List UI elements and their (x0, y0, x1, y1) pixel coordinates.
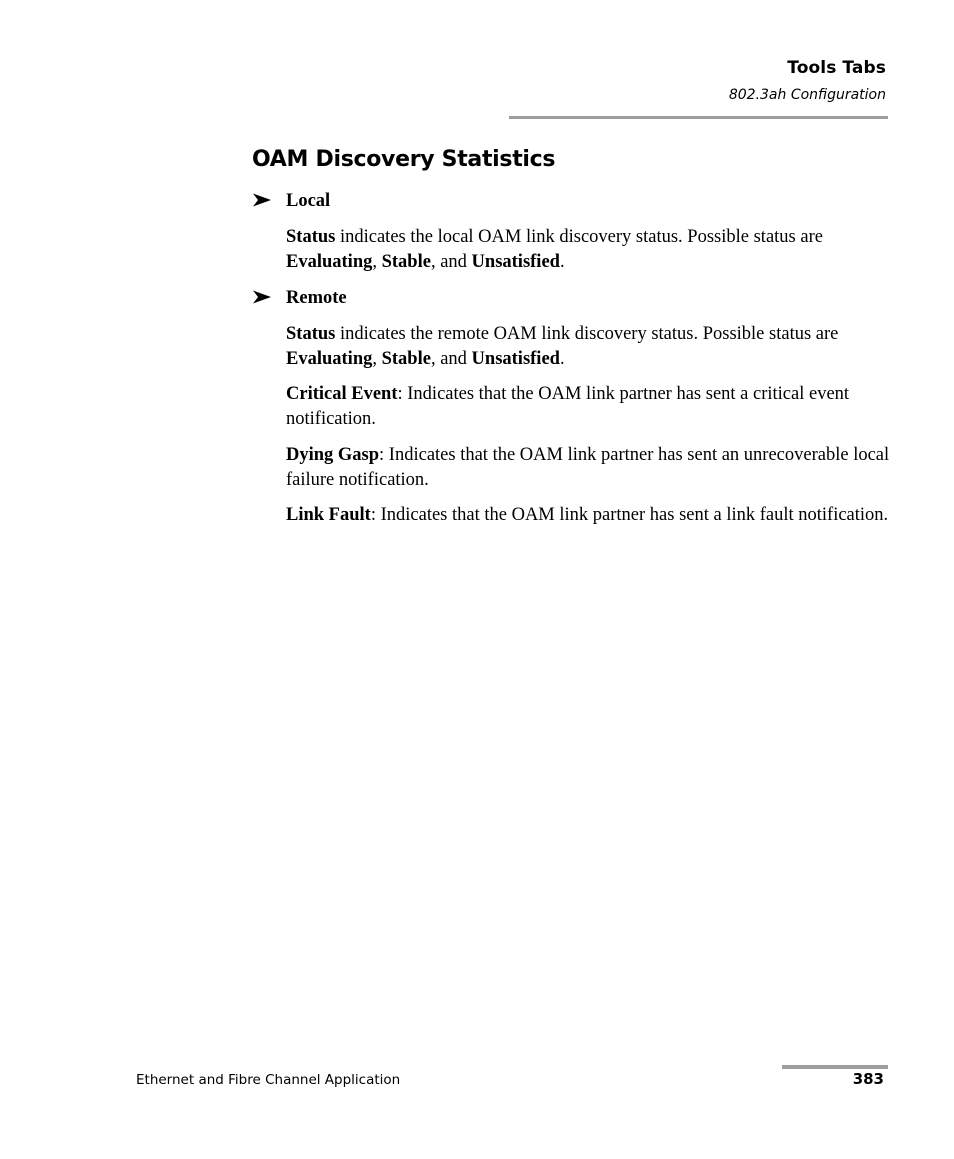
text-run: , and (430, 251, 472, 272)
header-subtitle: 802.3ah Configuration (728, 87, 886, 103)
bold-term: Unsatisfied (471, 348, 560, 369)
paragraph (286, 225, 890, 274)
bold-term: Status (286, 324, 336, 344)
text-run: : Indicates that the OAM link partner has sent an unrecoverable local failure notification. (286, 445, 890, 490)
bold-term: Link Fault (286, 505, 371, 525)
text-run: , (372, 251, 382, 272)
text-run: : Indicates that the OAM link partner has sent a critical event notification. (286, 384, 850, 429)
bold-term: Unsatisfied (471, 251, 560, 272)
bold-term: Stable (381, 348, 431, 369)
text-run: , and (430, 348, 472, 369)
arrow-bullet-icon (252, 192, 272, 208)
text-run: . (559, 348, 565, 369)
text-run: , (372, 348, 382, 369)
page-number: 383 (852, 1070, 884, 1088)
text-run: indicates the remote OAM link discovery status. Possible status are (335, 324, 839, 344)
bold-term: Status (286, 227, 336, 247)
page-header (729, 57, 886, 104)
section-title: OAM Discovery Statistics (252, 147, 556, 172)
list-item-local (252, 189, 892, 213)
header-divider (509, 116, 888, 119)
bold-term: Evaluating (286, 348, 373, 369)
paragraph (286, 322, 890, 371)
list-item-remote (252, 286, 892, 310)
text-run: : Indicates that the OAM link partner has sent a link fault notification. (370, 505, 889, 525)
bold-term: Dying Gasp (286, 445, 380, 465)
header-title: Tools Tabs (787, 58, 886, 78)
bold-term: Critical Event (286, 384, 398, 404)
bold-term: Evaluating (286, 251, 373, 272)
bold-term: Stable (381, 251, 431, 272)
item-label: Remote (286, 288, 347, 308)
arrow-bullet-icon (252, 289, 272, 305)
paragraph (286, 443, 890, 492)
footer-document-title: Ethernet and Fibre Channel Application (136, 1072, 401, 1088)
item-label: Local (286, 191, 331, 211)
paragraph (286, 382, 890, 431)
paragraph (286, 503, 890, 528)
text-run: indicates the local OAM link discovery status. Possible status are (335, 227, 823, 247)
text-run: . (559, 251, 565, 272)
